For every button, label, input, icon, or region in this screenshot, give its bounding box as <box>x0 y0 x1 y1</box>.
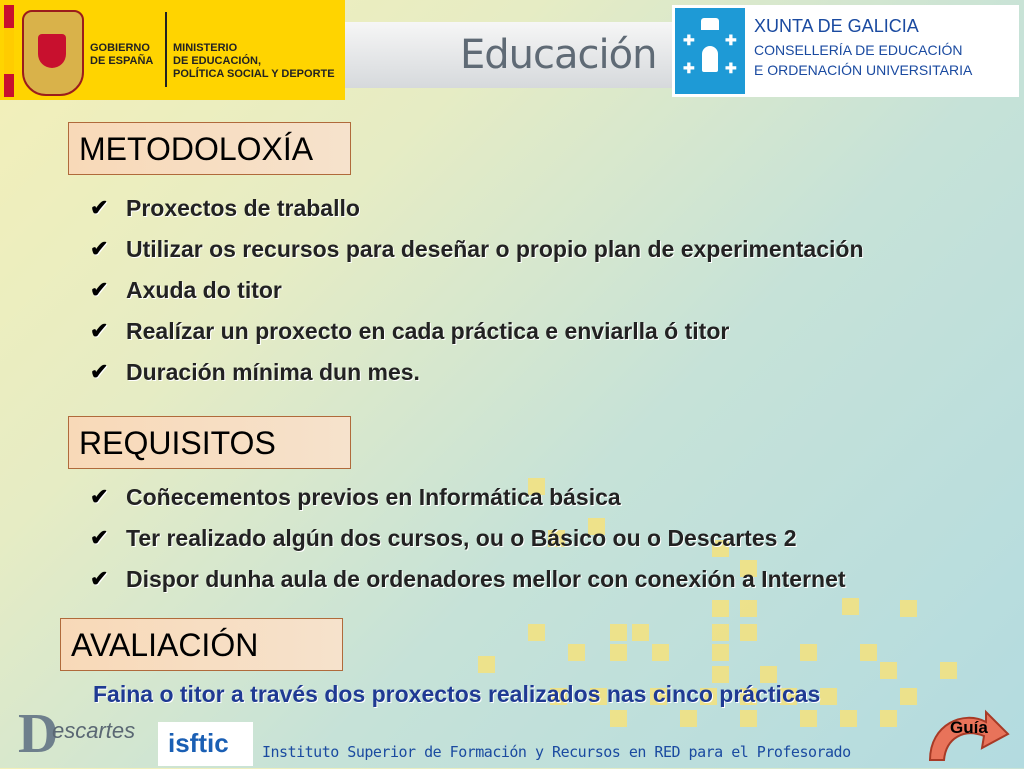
list-item <box>90 277 864 318</box>
isftic-logo-text: isftic <box>168 728 229 758</box>
cross-icon: ✚ <box>683 32 695 48</box>
list-item-text: Ter realizado algún dos cursos, ou o Básico ou o Descartes 2 <box>126 525 797 551</box>
list-item <box>90 566 846 607</box>
avaliacion-heading-box <box>60 618 343 671</box>
logo-divider <box>165 12 167 87</box>
list-item <box>90 484 846 525</box>
coat-of-arms-icon <box>22 10 84 96</box>
cross-icon: ✚ <box>725 32 737 48</box>
xunta-subtitle-1: CONSELLERÍA DE EDUCACIÓN <box>754 42 963 58</box>
guia-button[interactable] <box>924 704 1010 764</box>
avaliacion-title: AVALIACIÓN <box>71 627 259 663</box>
checkmark-icon: ✔ <box>90 525 109 550</box>
chalice-icon <box>702 46 718 72</box>
checkmark-icon: ✔ <box>90 195 109 220</box>
isftic-logo <box>158 722 253 766</box>
descartes-logo <box>18 704 150 764</box>
guia-label: Guía <box>950 718 988 737</box>
gobierno-espana-logo <box>0 0 345 100</box>
gobierno-label: GOBIERNO DE ESPAÑA <box>90 42 154 67</box>
requisitos-list <box>90 484 846 607</box>
xunta-logo <box>672 5 1019 97</box>
ministerio-label: MINISTERIO DE EDUCACIÓN, POLÍTICA SOCIAL Y DEPORTE <box>173 42 335 80</box>
checkmark-icon: ✔ <box>90 236 109 261</box>
banner-title: Educación <box>460 32 657 78</box>
xunta-emblem-icon <box>675 8 745 94</box>
requisitos-title: REQUISITOS <box>79 425 276 461</box>
avaliacion-text: Faina o titor a través dos proxectos realizados nas cinco prácticas <box>93 681 821 707</box>
crown-icon <box>701 18 719 30</box>
list-item-text: Axuda do titor <box>126 277 282 303</box>
list-item <box>90 236 864 277</box>
spain-flag-icon <box>4 5 14 97</box>
metodoloxia-heading-box <box>68 122 351 175</box>
list-item <box>90 195 864 236</box>
cross-icon: ✚ <box>683 60 695 76</box>
metodoloxia-list <box>90 195 864 400</box>
checkmark-icon: ✔ <box>90 566 109 591</box>
list-item-text: Coñecementos previos en Informática básica <box>126 484 621 510</box>
list-item-text: Utilizar os recursos para deseñar o propio plan de experimentación <box>126 236 864 262</box>
checkmark-icon: ✔ <box>90 359 109 384</box>
checkmark-icon: ✔ <box>90 277 109 302</box>
list-item-text: Proxectos de traballo <box>126 195 360 221</box>
list-item-text: Dispor dunha aula de ordenadores mellor con conexión a Internet <box>126 566 846 592</box>
list-item <box>90 318 864 359</box>
institute-footer-text: Instituto Superior de Formación y Recursos en RED para el Profesorado <box>262 743 851 761</box>
descartes-logo-text: escartes <box>52 718 136 743</box>
cross-icon: ✚ <box>725 60 737 76</box>
checkmark-icon: ✔ <box>90 484 109 509</box>
list-item-text: Duración mínima dun mes. <box>126 359 420 385</box>
requisitos-heading-box <box>68 416 351 469</box>
checkmark-icon: ✔ <box>90 318 109 343</box>
xunta-subtitle-2: E ORDENACIÓN UNIVERSITARIA <box>754 62 973 78</box>
list-item-text: Realízar un proxecto en cada práctica e enviarlla ó titor <box>126 318 730 344</box>
descartes-d-letter: D <box>18 703 59 765</box>
xunta-title: XUNTA DE GALICIA <box>754 16 919 36</box>
list-item <box>90 525 846 566</box>
list-item <box>90 359 864 400</box>
metodoloxia-title: METODOLOXÍA <box>79 131 314 167</box>
educacion-banner <box>345 22 675 88</box>
